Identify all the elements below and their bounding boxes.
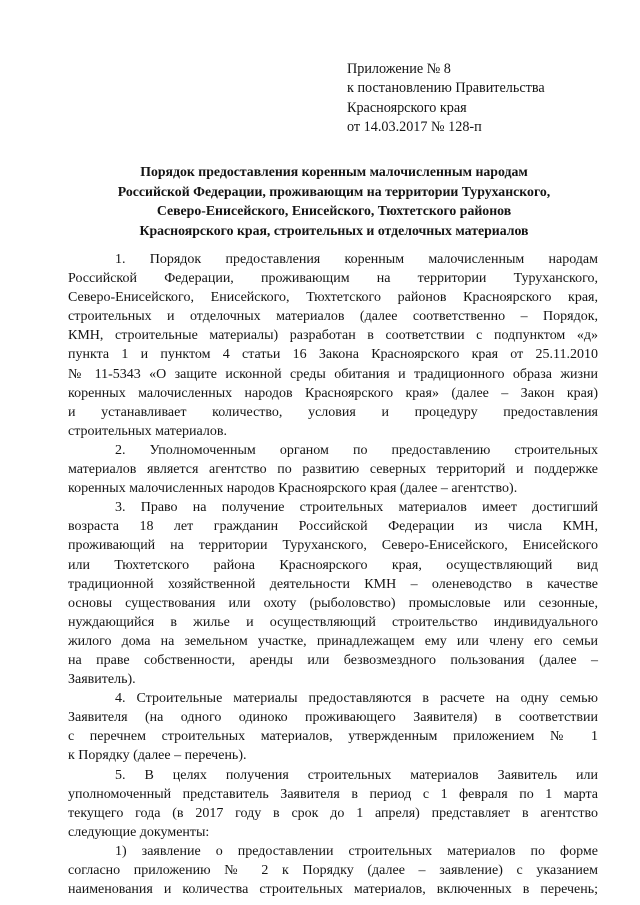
paragraph-4 xyxy=(68,689,598,765)
text-line: или Тюхтетского района Красноярского края, осуществляющий вид xyxy=(68,557,598,573)
paragraph-5-item-1 xyxy=(68,842,598,899)
annex-header xyxy=(347,60,607,137)
paragraph-1 xyxy=(68,250,598,441)
text-line: пункта 1 и пунктом 4 статьи 16 Закона Красноярского края от 25.11.2010 xyxy=(68,347,598,363)
title-line: Российской Федерации, проживающим на территории Туруханского, xyxy=(117,183,551,199)
paragraph-5 xyxy=(68,766,598,842)
text-line: основы существования или охоту (рыболовство) промысловые или сезонные, xyxy=(68,595,598,611)
title-line: Красноярского края, строительных и отделочных материалов xyxy=(139,222,529,238)
text-line: Российской Федерации, проживающим на территории Туруханского, xyxy=(68,271,598,287)
text-line: нуждающийся в жилье и осуществляющий строительство индивидуального xyxy=(68,614,598,630)
text-line: наименования и количества строительных материалов, включенных в перечень; xyxy=(68,882,598,898)
text-line: материалов является агентство по развитию северных территорий и поддержке xyxy=(68,462,598,478)
annex-date: от 14.03.2017 № 128-п xyxy=(347,118,482,135)
text-line: 1. Порядок предоставления коренным малочисленным народам xyxy=(115,252,598,267)
text-line: с перечнем строительных материалов, утвержденным приложением № 1 xyxy=(68,729,598,745)
text-line: проживающий на территории Туруханского, Северо-Енисейского, Енисейского xyxy=(68,538,598,554)
text-line: и устанавливает количество, условия и процедуру предоставления xyxy=(68,404,598,420)
text-line: строительных и отделочных материалов (далее соответственно – Порядок, xyxy=(68,309,598,325)
text-line: коренных малочисленных народов Красноярского края» (далее – Закон края) xyxy=(68,385,598,401)
text-line: Северо-Енисейского, Енисейского, Тюхтетского районов Красноярского края, xyxy=(68,290,598,306)
text-line: строительных материалов. xyxy=(68,423,227,439)
annex-number: Приложение № 8 xyxy=(347,61,451,77)
text-line: традиционной хозяйственной деятельности КМН – оленеводство в качестве xyxy=(68,576,598,592)
text-line: 4. Строительные материалы предоставляются в расчете на одну семью xyxy=(115,691,598,707)
text-line: 1) заявление о предоставлении строительных материалов по форме xyxy=(115,843,598,859)
text-line: уполномоченный представитель Заявителя в период с 1 февраля по 1 марта xyxy=(68,786,598,802)
title-line: Северо-Енисейского, Енисейского, Тюхтетского районов xyxy=(156,203,512,218)
text-line: на праве собственности, аренды или безвозмездного пользования (далее – xyxy=(68,652,598,668)
text-line: Заявитель). xyxy=(68,672,136,688)
text-line: коренных малочисленных народов Красноярского края (далее – агентство). xyxy=(68,481,518,497)
text-line: возраста 18 лет гражданин Российской Федерации из числа КМН, xyxy=(68,519,598,535)
paragraph-3 xyxy=(68,498,598,689)
document-body xyxy=(68,250,598,899)
document-title xyxy=(70,162,598,240)
text-line: Заявителя (на одного одиноко проживающего Заявителя) в соответствии xyxy=(68,710,598,726)
paragraph-2 xyxy=(68,441,598,498)
text-line: 2. Уполномоченным органом по предоставлению строительных xyxy=(115,442,598,458)
text-line: № 11-5343 «О защите исконной среды обитания и традиционного образа жизни xyxy=(68,366,598,382)
text-line: 5. В целях получения строительных материалов Заявитель или xyxy=(115,767,598,783)
annex-reference: к постановлению Правительства xyxy=(347,80,545,97)
text-line: жилого дома на земельном участке, принадлежащем ему или члену его семьи xyxy=(68,633,598,649)
text-line: 3. Право на получение строительных материалов имеет достигший xyxy=(115,500,598,516)
title-line: Порядок предоставления коренным малочисленным народам xyxy=(140,164,528,179)
text-line: следующие документы: xyxy=(68,824,210,840)
text-line: к Порядку (далее – перечень). xyxy=(68,748,247,764)
text-line: текущего года (в 2017 году в срок до 1 апреля) представляет в агентство xyxy=(68,805,598,821)
text-line: КМН, строительные материалы) разработан в соответствии с подпунктом «д» xyxy=(68,328,598,344)
annex-region: Красноярского края xyxy=(347,99,467,116)
text-line: согласно приложению № 2 к Порядку (далее – заявление) с указанием xyxy=(68,863,598,878)
